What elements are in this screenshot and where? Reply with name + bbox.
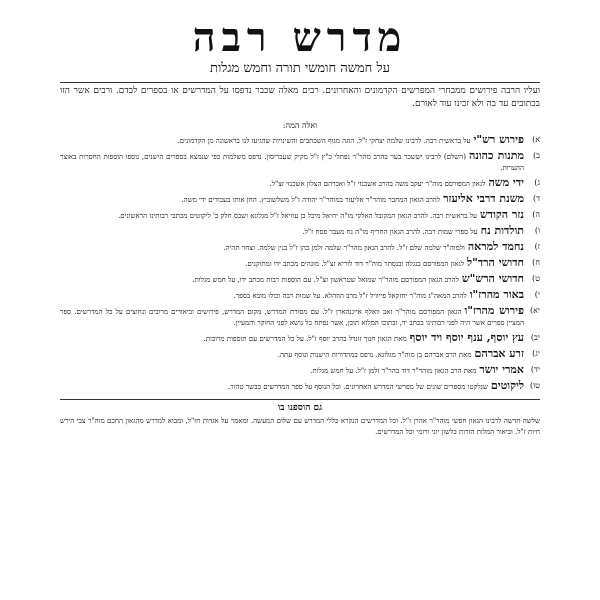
- item-name: זרע אברהם: [474, 347, 524, 360]
- item-body: [60, 241, 524, 254]
- item-body: [60, 209, 524, 222]
- list-item: [60, 225, 540, 238]
- item-number: ז): [534, 242, 540, 251]
- list-item: [60, 134, 540, 147]
- item-number: ג): [534, 178, 540, 187]
- item-number: יא): [529, 306, 540, 315]
- list-item: [60, 348, 540, 361]
- item-text: להרב הגאון המפורסם מוהר"ר שמואל שטראשון זצ"ל. עם הוספות רבות מכתב ידו, על חמש מגלות.: [192, 276, 459, 284]
- item-number: י): [534, 290, 540, 299]
- item-body: [60, 257, 524, 270]
- list-item: [60, 273, 540, 286]
- section-divider: [60, 399, 540, 400]
- item-text: לגאון המפורסם בנגלה ובנסתר מוה"ר דוד לוריא זצ"ל. מוגהים מכתב ידו ומתוקנים.: [245, 260, 464, 268]
- item-text: על בראשית רבה. להרב הגאון המקובל האלקי מו"ה יחיאל מיכל בן עוזיאל ז"ל מגלוגא ושבס חלק ב' ליקוטים מכתבי רבותינו הראשונים.: [118, 212, 478, 220]
- item-body: [60, 193, 524, 206]
- intro-paragraph: ועליו הרבה פירושים ממבחרי המפרשים הקדמונים והאחרונים. רבים מאלה שכבר נדפסו על המדרשים או בספרים לבדם. ורבים אשר הזו בכתובים עד בה ולא זכינו עוד לאורם.: [60, 86, 540, 109]
- page-subtitle: על חמשה חומשי תורה וחמש מגלות: [210, 61, 390, 76]
- item-number: ה): [532, 210, 540, 219]
- item-name: עץ יוסף, ענף יוסף ויד יוסף: [409, 331, 524, 344]
- item-name: תולדות נח: [480, 224, 524, 237]
- item-number: יד): [530, 365, 540, 374]
- item-text: על ספרי שמות רבה. להרב הגאון החריף מו"ה נח מעבר פסח ז"ל.: [302, 228, 478, 236]
- item-text: שנלקטו מספרים שונים של מפרשי המדרש האחרונים. וכל הנוסף על ספר המדרשים כבשר טהור.: [227, 383, 488, 391]
- item-text: מאת הרב אברהם בן מוה"ר מגלוגא. נדפס במהדורות הישנות ונוסף עתה.: [277, 351, 472, 359]
- item-name: משנת דרבי אליעזר: [443, 192, 524, 205]
- item-number: יג): [532, 349, 540, 358]
- list-item: [60, 380, 540, 393]
- list-item: [60, 305, 540, 329]
- item-text: מאת הרב הגאון מוהר"ר דוד בהר"ר זלמן ז"ל. על חמש מגלות.: [310, 367, 477, 375]
- list-item: [60, 193, 540, 206]
- item-body: [60, 289, 524, 302]
- item-name: ליקוטים: [490, 379, 524, 392]
- item-number: ב): [533, 151, 540, 160]
- list-item: [60, 209, 540, 222]
- list-item: [60, 150, 540, 174]
- item-body: [60, 364, 524, 377]
- title-rule: [60, 82, 540, 83]
- item-number: ד): [533, 194, 540, 203]
- item-body: [60, 332, 524, 345]
- item-name: פירוש רש"י: [473, 133, 524, 146]
- item-body: [60, 348, 524, 361]
- item-name: נחמד למראה: [467, 240, 524, 253]
- item-name: אמרי יושר: [479, 363, 524, 376]
- item-text: ולמוה"ר שלמה שלם ז"ל. להרב הגאון מהר"ר שלמה זלמן כהן ז"ל בנין שלמה. וצחר תהיה.: [223, 244, 465, 252]
- item-text: להרב המאה"ג מוה"ר יחזקאל פייוויל ז"ל מרב הוזהלא. על שמות רבה וכולו מובא בספר.: [233, 292, 467, 300]
- page-title: מדרש רבה: [192, 14, 408, 61]
- item-body: [60, 150, 524, 174]
- item-name: ידי משה: [488, 176, 524, 189]
- item-text: (השלם) לרבינו יששכר בער בהרב מהר"ר נפתלי כ"ץ ז"ל מקיק שעבריסון. נדפס משלמות כפי שנמצא בספרים הישנים, נוספו הוספות החסרות באוצר ההערות.: [60, 153, 524, 172]
- list-item: [60, 241, 540, 254]
- item-name: חדושי הרש"ש: [461, 272, 524, 285]
- item-name: מתנות כהונה: [468, 149, 524, 162]
- item-number: יב): [530, 333, 540, 342]
- item-text: להרב הגאון המחבר מוהר"ר אליעזר במוהר"ר יהודה ז"ל משלשוביץ. החן אותו בעבודים ידי משה.: [181, 196, 441, 204]
- list-item: [60, 332, 540, 345]
- commentary-list: [60, 134, 540, 393]
- item-text: מאת הגאון חנוך זונדל בהרב יוסף ז"ל. על כל המדרשים עם תוספות מרובות.: [203, 335, 407, 343]
- item-text: לגאון המפורסם מוה"ר יעקב משה בהרב אשכנזי ז"ל ואברהם הצלון אשכנזי זצ"ל.: [269, 180, 486, 188]
- section-heading: ואלה המה:: [282, 121, 318, 130]
- item-number: ח): [532, 258, 540, 267]
- item-name: פירוש מהרז"ו: [464, 304, 524, 317]
- item-body: [60, 380, 524, 393]
- list-item: [60, 364, 540, 377]
- list-item: [60, 177, 540, 190]
- item-body: [60, 305, 524, 329]
- item-name: נזר הקודש: [480, 208, 524, 221]
- item-body: [60, 134, 524, 147]
- item-name: חדושי הרד"ל: [466, 256, 524, 269]
- also-paragraph: שלשה חדשה לרבינו הגאון חפשי מוהר"ר אהרן ז"ל. וכל המדרשים הנקרא כללי המדרש עם שלום המעשה. ומאמר על אגדות חז"ל, ומבוא למדרש מהגאון החכם מוה"ר צבי הירש חיות ז"ל. וביאור המלות הזרות בלשון יוני ורומי וכל המדרשים.: [60, 417, 540, 436]
- item-number: א): [532, 135, 540, 144]
- item-text: הגאון המפורסם מוהר"ר זאב וואלף אייגנהארן ז"ל. עם מסורת המדרש, מקום המדרש, פירושים וביאורים מרובים ונחוצים על כל המדרשים. ספר המציין ספרים אשר היה לפני רבותינו בכתב יד, ובתוכו המלוא תוכן, אשר נפתח כל נושא לפני החוקר והמעיין.: [60, 308, 524, 327]
- item-body: [60, 273, 524, 286]
- item-body: [60, 225, 524, 238]
- item-number: ו): [534, 226, 540, 235]
- item-number: ט): [532, 274, 540, 283]
- list-item: [60, 289, 540, 302]
- item-number: טו): [530, 381, 540, 390]
- item-name: באור מהרז"ו: [469, 288, 524, 301]
- item-body: [60, 177, 524, 190]
- item-text: על בראשית רבה. לרבינו שלמה יצחקי ז"ל. הוגה מגוף השכתבים והשינויות שהגיעו לנו בראשונה מן הקדמונים.: [177, 137, 471, 145]
- also-heading: גם הוספנו בו: [277, 403, 323, 413]
- list-item: [60, 257, 540, 270]
